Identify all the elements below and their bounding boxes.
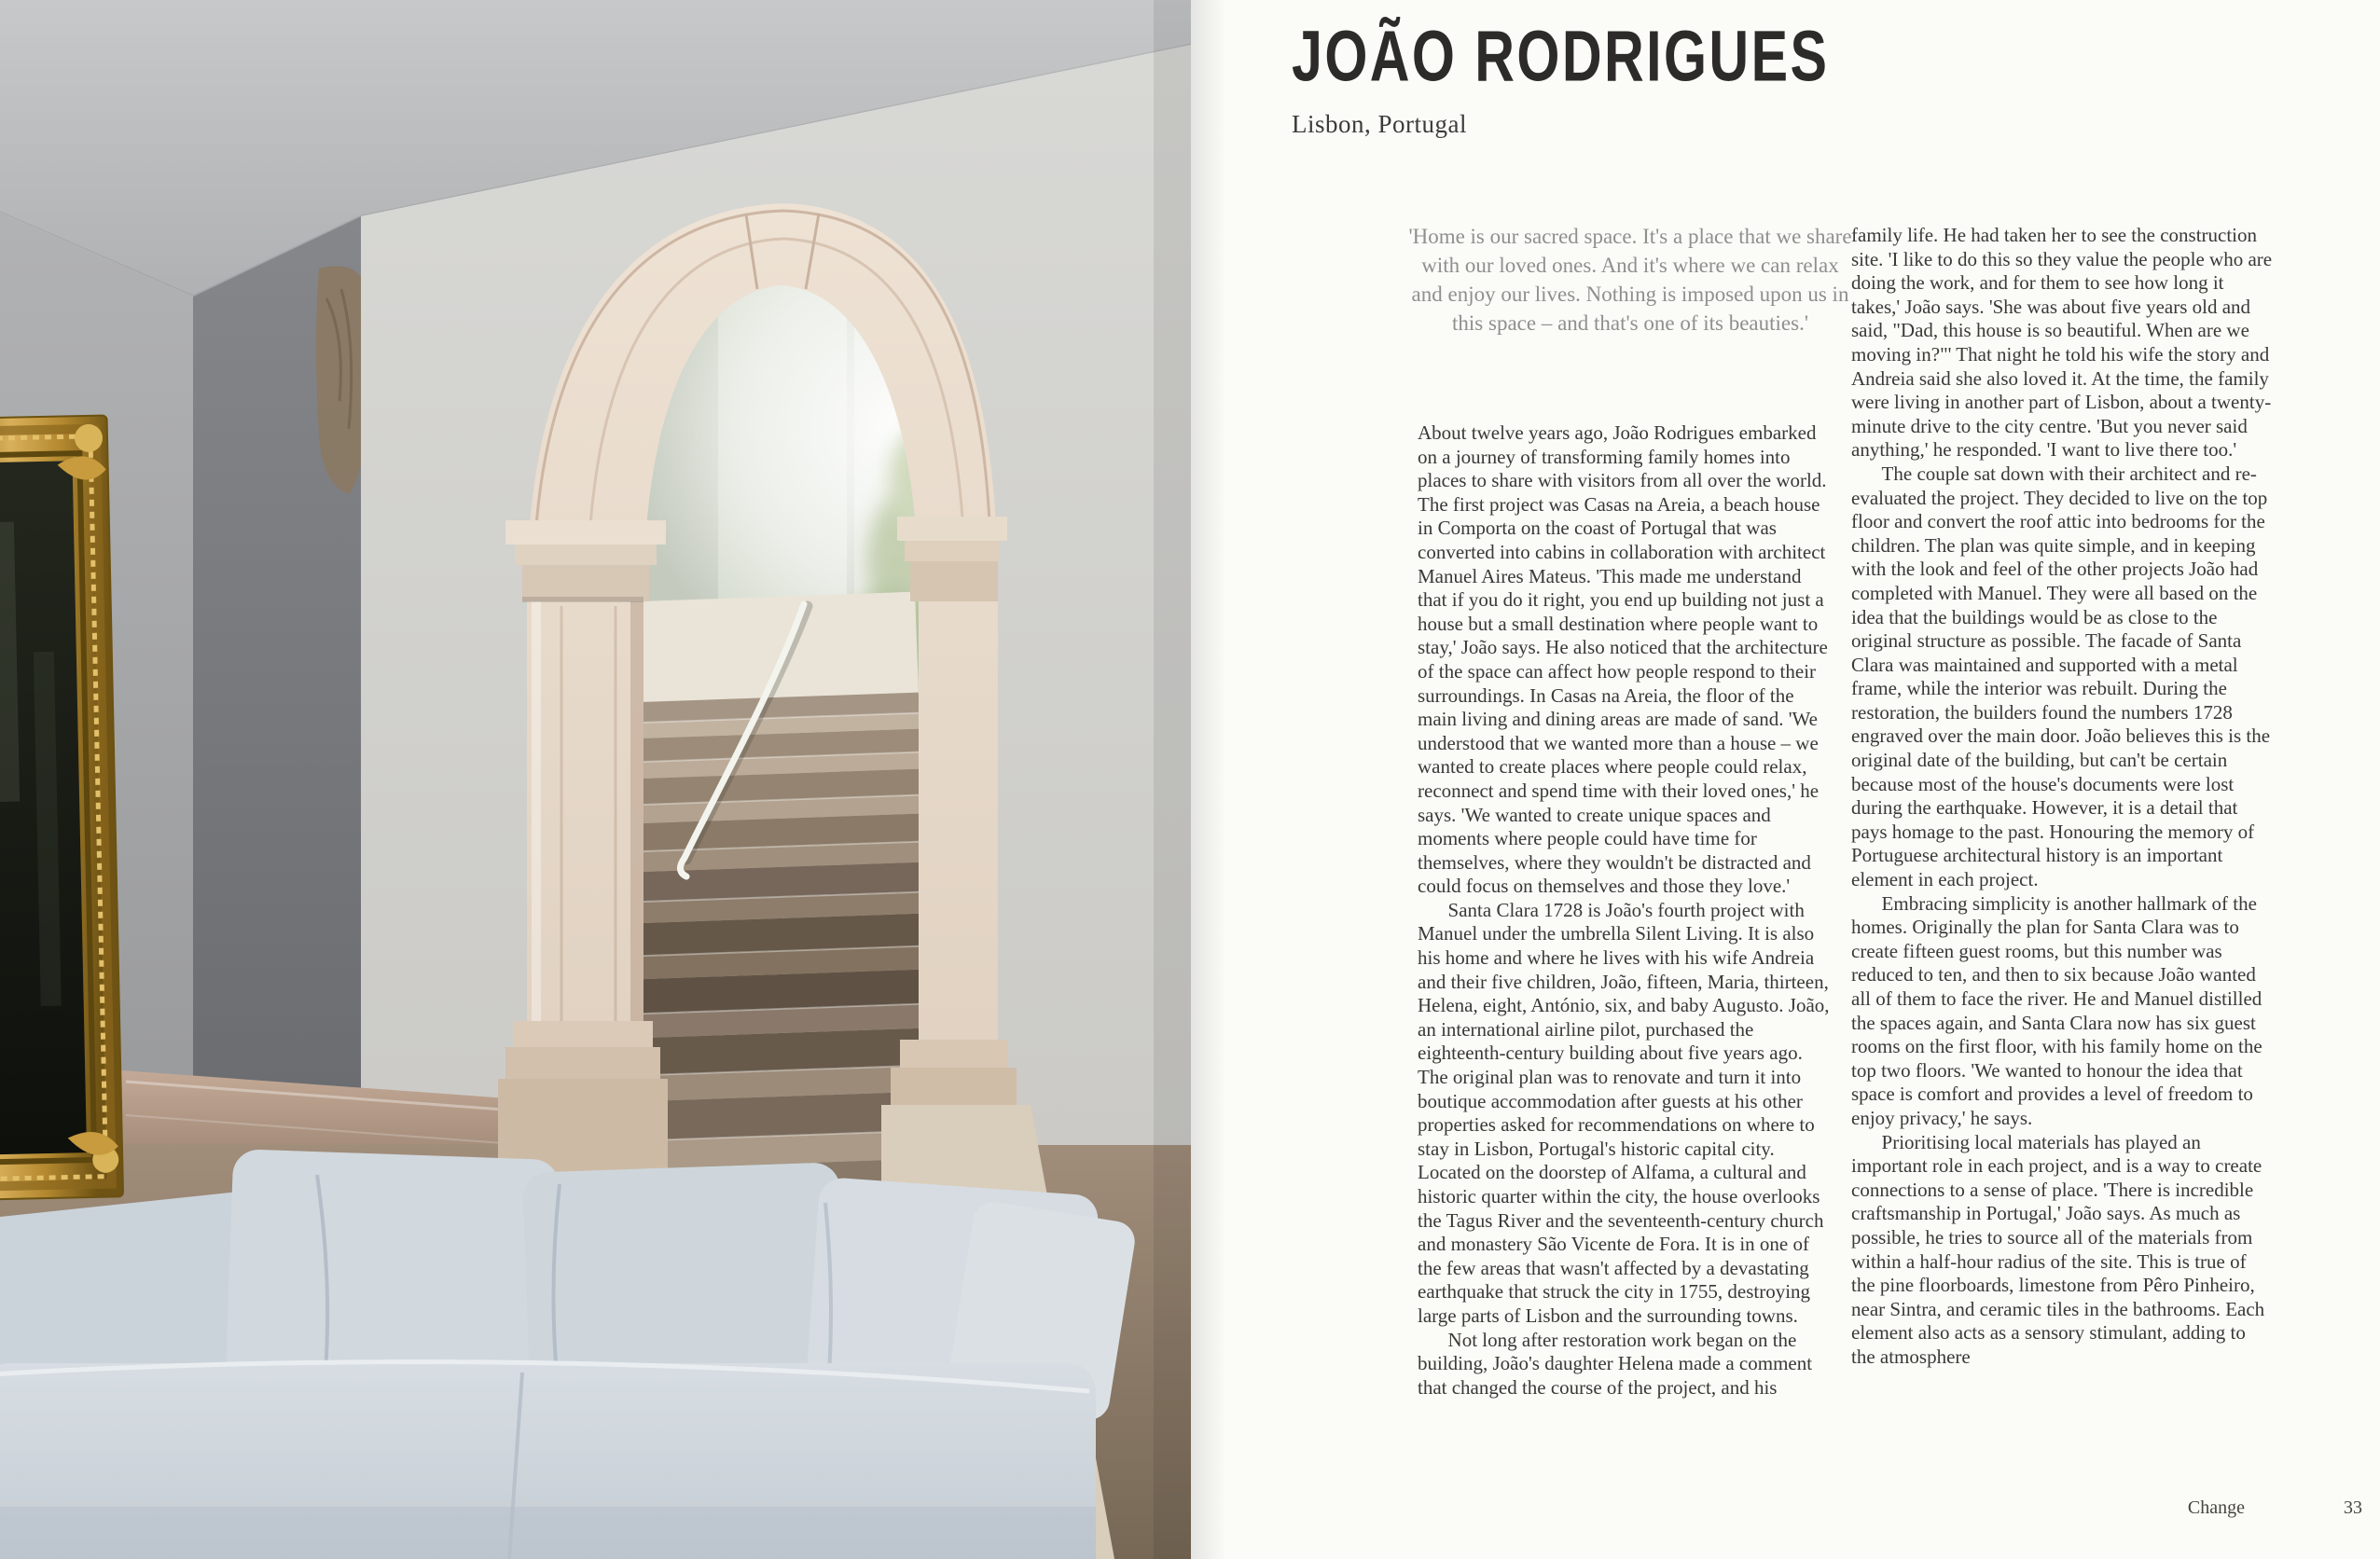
sofa [0,1149,1138,1559]
paragraph: Not long after restoration work began on the building, João's daughter Helena made a comment that changed the course of the project, and his [1418,1328,1813,1399]
paragraph: Prioritising local materials has played an important role in each project, and is a way to create connections to a sense of place. 'There is incredible craftsmanship in Portugal,' João says. As much as possible, he tries to source all of the materials from within a half-hour radius of the site. This is true of the pine floorboards, limestone from Pêro Pinheiro, near Sintra, and ceramic tiles in the bathrooms. Each element also acts as a sensory stimulant, adding to the atmosphere [1851,1130,2265,1368]
location-subtitle: Lisbon, Portugal [1292,110,1467,138]
page-title: JOÃO RODRIGUES [1292,15,1830,97]
paragraph: Embracing simplicity is another hallmark of the homes. Originally the plan for Santa Clara was to create fifteen guest rooms, but this number was reduced to ten, and then to six because João wanted all of them to face the river. He and Manuel distilled the spaces again, and Santa Clara now has six guest rooms on the first floor, with his family home on the top two floors. 'We wanted to honour the idea that space is comfort and provides a level of freedom to enjoy privacy,' he says. [1851,891,2262,1129]
page-number: 33 [2344,1497,2362,1518]
paragraph: Santa Clara 1728 is João's fourth project with Manuel under the umbrella Silent Living. It is also his home and where he lives with his wife Andreia and their five children, João, fifteen, Maria, thirteen, Helena, eight, António, six, and baby Augusto. João, an international airline pilot, purchased the eighteenth-century building about five years ago. The original plan was to renovate and turn it into boutique accommodation after guests at his other properties asked for recommendations on where to stay in Lisbon, Portugal's historic capital city. Located on the doorstep of Alfama, a cultural and historic quarter within the city, the house overlooks the Tagus River and the seventeenth-century church and monastery São Vicente de Fora. It is in one of the few areas that wasn't affected by a devastating earthquake that struck the city in 1755, destroying large parts of Lisbon and the surrounding towns. [1418,898,1830,1327]
paragraph: The couple sat down with their architect and re-evaluated the project. They decided to live on the top floor and convert the roof attic into bedrooms for the children. The plan was quite simple, and in keeping with the look and feel of the other projects João had completed with Manuel. They were all based on the idea that the buildings would be as close to the original structure as possible. The facade of Santa Clara was maintained and supported with a metal frame, while the interior was rebuilt. During the restoration, the builders found the numbers 1728 engraved over the main door. João believes this is the original date of the building, but can't be certain because most of the house's documents were lost during the earthquake. However, it is a detail that pays homage to the past. Honouring the memory of Portuguese architectural history is an important element in each project. [1851,462,2271,891]
paragraph: About twelve years ago, João Rodrigues embarked on a journey of transforming family homes into places to share with visitors from all over the world. The first project was Casas na Areia, a beach house in Comporta on the coast of Portugal that was converted into cabins in collaboration with architect Manuel Aires Mateus. 'This made me understand that if you do it right, you end up building not just a house but a small destination where people want to stay,' João says. He also noticed that the architecture of the space can affect how people respond to their surroundings. In Casas na Areia, the floor of the main living and dining areas are made of sand. 'We understood that we wanted more than a house – we wanted to create places where people could relax, reconnect and spend time with their loved ones,' he says. 'We wanted to create unique spaces and moments where people could have time for themselves, where they wouldn't be distracted and could focus on themselves and those they love.' [1418,421,1828,898]
chapter-footer: Change [2187,1497,2245,1518]
page-gutter-shadow [1154,0,1191,1559]
pull-quote: 'Home is our sacred space. It's a place that we share with our loved ones. And it's where we can relax and enjoy our lives. Nothing is imposed upon us in this space – and that's one of its beauties.' [1408,225,1852,335]
article-page [1191,0,2380,1559]
article-column-right [1851,224,2273,1370]
paragraph: family life. He had taken her to see the construction site. 'I like to do this so they value the people who are doing the work, and for them to see how long it takes,' João says. 'She was about five years old and said, "Dad, this house is so beautiful. When are we moving in?"' That night he told his wife the story and Andreia said she also loved it. At the time, the family were living in another part of Lisbon, about a twenty-minute drive to the city centre. 'But you never said anything,' he responded. 'I want to live there too.' [1851,224,2273,462]
article-column-left [1418,421,1833,1400]
mirror-frame [0,416,123,1201]
